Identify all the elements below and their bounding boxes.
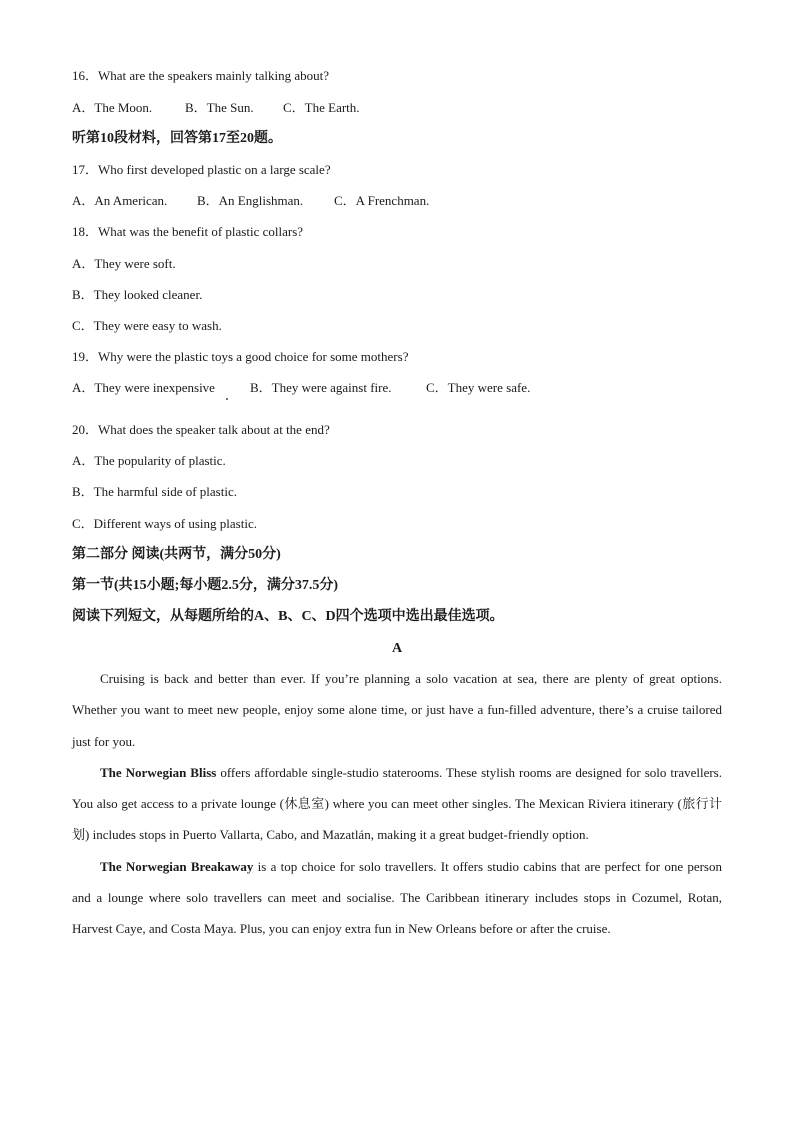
q20-option-c: C．Different ways of using plastic. [72,516,257,531]
q18-option-c: C．They were easy to wash. [72,318,222,333]
q18-option-a: A．They were soft. [72,256,176,271]
q18-option-b: B．They looked cleaner. [72,287,203,302]
q16-option-b: B．The Sun. [185,100,254,115]
paragraph-bliss-text: offers affordable single-studio staterooms. These stylish rooms are designed for solo travellers. You also get access to a private lounge (休息室) where you can meet other singles. The Mexican Riviera itinerary (旅行计划) includes stops in Puerto Vallarta, Cabo, and Mazatlán, making it a great budget-friendly option. [72,764,722,843]
q20-option-b: B．The harmful side of plastic. [72,484,237,499]
q19-options [72,380,530,396]
q17-option-a: A．An American. [72,193,168,208]
passage-label: A [391,641,403,656]
ship-name-bliss: The Norwegian Bliss [100,764,217,780]
q17-option-c: C．A Frenchman. [334,193,430,208]
q20-stem: 20．What does the speaker talk about at the end? [72,422,330,437]
q20-option-a: A．The popularity of plastic. [72,453,226,468]
passage-body [72,663,722,945]
stray-dot-mark [226,398,228,400]
q18-stem: 18．What was the benefit of plastic collars? [72,224,304,239]
q17-stem: 17．Who first developed plastic on a large scale? [72,162,331,177]
q16-option-c: C．The Earth. [283,100,360,115]
section-10-heading: 听第10段材料，回答第17至20题。 [72,131,282,146]
q19-option-b: B．They were against fire. [250,380,392,395]
paragraph-norwegian-breakaway [72,851,722,945]
q16-stem: 16．What are the speakers mainly talking about? [72,68,330,83]
reading-instruction: 阅读下列短文，从每题所给的A、B、C、D四个选项中选出最佳选项。 [72,609,504,624]
q16-option-a: A．The Moon. [72,100,153,115]
q17-options [72,193,429,209]
q19-option-a: A．They were inexpensive [72,380,215,395]
q19-stem: 19．Why were the plastic toys a good choice for some mothers? [72,349,409,364]
q19-option-c: C．They were safe. [426,380,531,395]
paragraph-breakaway-text: is a top choice for solo travellers. It offers studio cabins that are perfect for one person and a lounge where solo travellers can meet and socialise. The Caribbean itinerary includes stops in Cozumel, Rotan, Harvest Caye, and Costa Maya. Plus, you can enjoy extra fun in New Orleans before or after the cruise. [72,858,722,937]
q16-options [72,100,360,116]
paragraph-norwegian-bliss [72,757,722,851]
paragraph-intro: Cruising is back and better than ever. If you’re planning a solo vacation at sea, there are plenty of great options. Whether you want to meet new people, enjoy some alone time, or just have a fun-filled adventure, there’s a cruise tailored just for you. [72,671,722,749]
q17-option-b: B．An Englishman. [197,193,304,208]
part-2-heading: 第二部分 阅读(共两节，满分50分) [72,547,281,562]
ship-name-breakaway: The Norwegian Breakaway [100,858,254,874]
section-1-heading: 第一节(共15小题;每小题2.5分，满分37.5分) [72,578,338,593]
